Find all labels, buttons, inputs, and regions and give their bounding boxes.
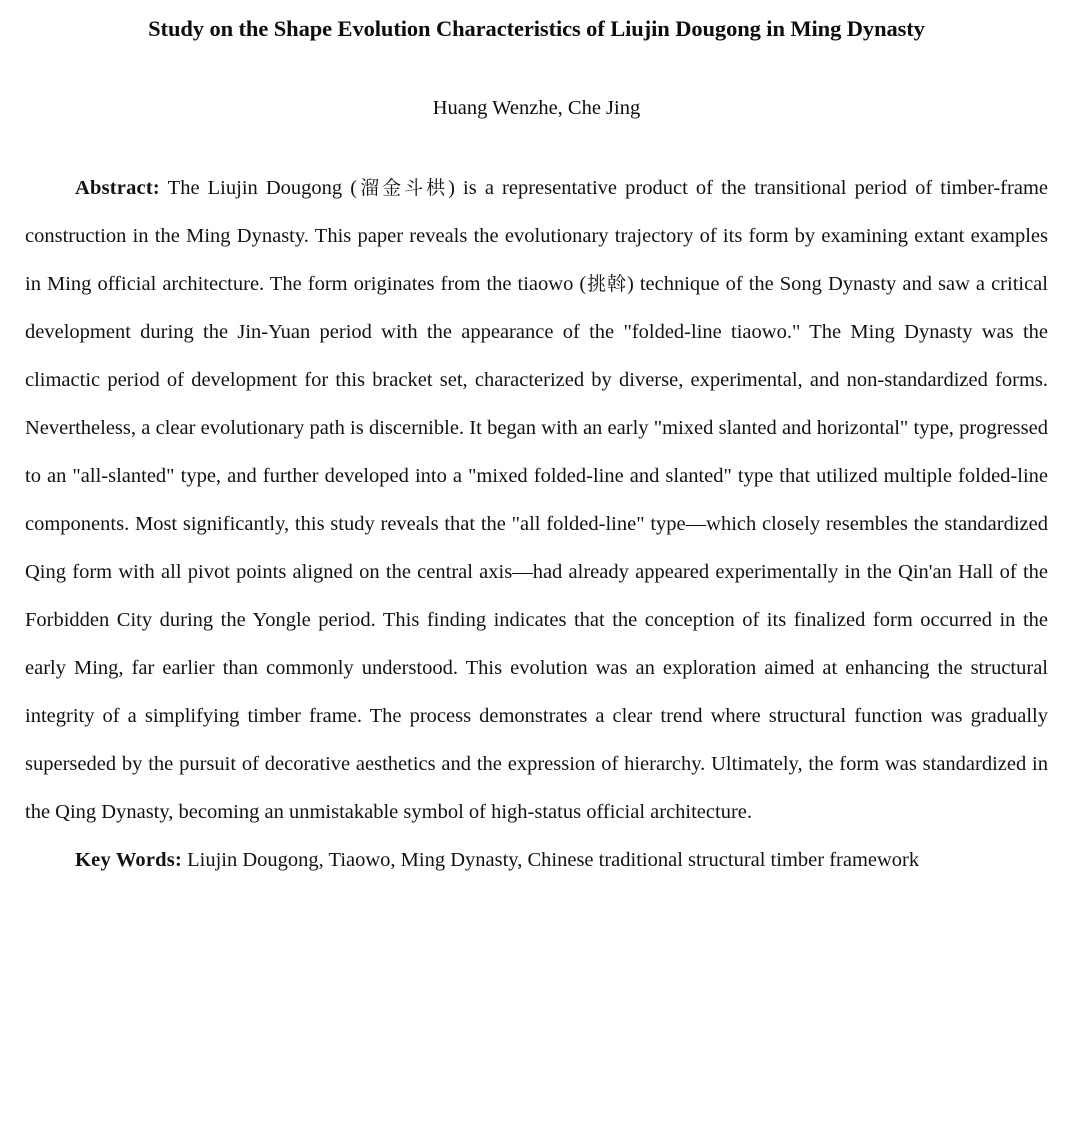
- abstract-paragraph: [25, 164, 1048, 836]
- abstract-label: Abstract:: [75, 177, 160, 200]
- abstract-text-part-2: ) is a representative product of the transitional period of timber-frame construction in the Ming Dynasty. This paper reveals the evolutionary trajectory of its form by examining extant examples in Ming official architecture. The form originates from the tiaowo (: [25, 177, 1048, 296]
- cjk-term-liujin-dougong: 溜金斗栱: [357, 177, 449, 200]
- keywords-paragraph: [25, 836, 1048, 884]
- cjk-term-tiaowo: 挑斡: [586, 273, 627, 296]
- keywords-text: Liujin Dougong, Tiaowo, Ming Dynasty, Chinese traditional structural timber framework: [181, 849, 920, 872]
- keywords-section: [25, 836, 1048, 884]
- keywords-label: Key Words:: [75, 849, 182, 872]
- abstract-text-part-1: The Liujin Dougong (: [159, 177, 358, 200]
- author-list: Huang Wenzhe, Che Jing: [432, 97, 641, 120]
- abstract-section: [25, 120, 1048, 836]
- page-title: Study on the Shape Evolution Characteristics of Liujin Dougong in Ming Dynasty: [148, 16, 925, 41]
- abstract-text-part-3: ) technique of the Song Dynasty and saw a critical development during the Jin-Yuan period with the appearance of the "folded-line tiaowo." The Ming Dynasty was the climactic period of development for this bracket set, characterized by diverse, experimental, and non-standardized forms. Nevertheless, a clear evolutionary path is discernible. It began with an early "mixed slanted and horizontal" type, progressed to an "all-slanted" type, and further developed into a "mixed folded-line and slanted" type that utilized multiple folded-line components. Most significantly, this study reveals that the "all folded-line" type—which closely resembles the standardized Qing form with all pivot points aligned on the central axis—had already appeared experimentally in the Qin'an Hall of the Forbidden City during the Yongle period. This finding indicates that the conception of its finalized form occurred in the early Ming, far earlier than commonly understood. This evolution was an exploration aimed at enhancing the structural integrity of a simplifying timber frame. The process demonstrates a clear trend where structural function was gradually superseded by the pursuit of decorative aesthetics and the expression of hierarchy. Ultimately, the form was standardized in the Qing Dynasty, becoming an unmistakable symbol of high-status official architecture.: [25, 273, 1048, 824]
